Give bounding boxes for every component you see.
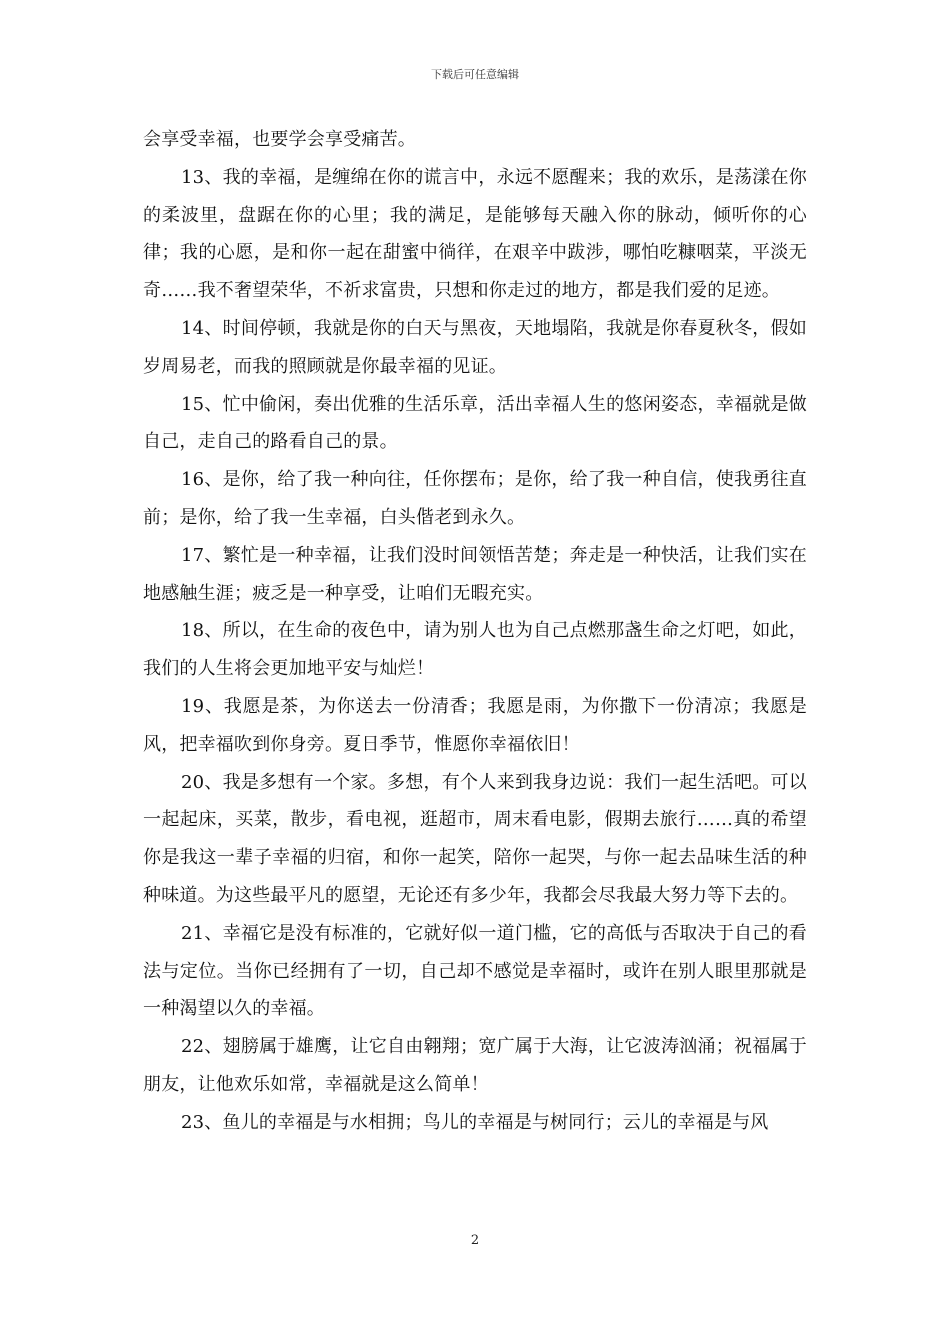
paragraph-14: 14、时间停顿，我就是你的白天与黑夜，天地塌陷，我就是你春夏秋冬，假如岁周易老，而我的照顾就是你最幸福的见证。 <box>143 317 807 377</box>
paragraph-17: 17、繁忙是一种幸福，让我们没时间领悟苦楚；奔走是一种快活，让我们实在地感触生涯；疲乏是一种享受，让咱们无暇充实。 <box>143 544 807 604</box>
paragraph-13: 13、我的幸福，是缠绵在你的谎言中，永远不愿醒来；我的欢乐，是荡漾在你的柔波里，盘踞在你的心里；我的满足，是能够每天融入你的脉动，倾听你的心律；我的心愿，是和你一起在甜蜜中徜徉，在艰辛中跋涉，哪怕吃糠咽菜，平淡无奇……我不奢望荣华，不祈求富贵，只想和你走过的地方，都是我们爱的足迹。 <box>143 166 807 302</box>
paragraph-22: 22、翅膀属于雄鹰，让它自由翱翔；宽广属于大海，让它波涛汹涌；祝福属于朋友，让他欢乐如常，幸福就是这么简单！ <box>143 1036 807 1095</box>
document-body <box>143 121 807 1142</box>
paragraph-23: 23、鱼儿的幸福是与水相拥；鸟儿的幸福是与树同行；云儿的幸福是与风 <box>181 1111 769 1133</box>
paragraph-20: 20、我是多想有一个家。多想，有个人来到我身边说：我们一起生活吧。可以一起起床，买菜，散步，看电视，逛超市，周末看电影，假期去旅行……真的希望你是我这一辈子幸福的归宿，和你一起笑，陪你一起哭，与你一起去品味生活的种种味道。为这些最平凡的愿望，无论还有多少年，我都会尽我最大努力等下去的。 <box>143 771 807 906</box>
page-number: 2 <box>470 1233 480 1248</box>
page-header: 下载后可任意编辑 <box>431 68 519 81</box>
paragraph-16: 16、是你，给了我一种向往，任你摆布；是你，给了我一种自信，使我勇往直前；是你，给了我一生幸福，白头偕老到永久。 <box>143 469 807 528</box>
paragraph-19: 19、我愿是茶，为你送去一份清香；我愿是雨，为你撒下一份清凉；我愿是风，把幸福吹到你身旁。夏日季节，惟愿你幸福依旧！ <box>143 695 807 755</box>
paragraph-continuation: 会享受幸福，也要学会享受痛苦。 <box>143 129 416 150</box>
paragraph-15: 15、忙中偷闲，奏出优雅的生活乐章，活出幸福人生的悠闲姿态，幸福就是做自己，走自己的路看自己的景。 <box>143 393 807 453</box>
paragraph-18: 18、所以，在生命的夜色中，请为别人也为自己点燃那盏生命之灯吧，如此，我们的人生将会更加地平安与灿烂！ <box>143 620 807 680</box>
paragraph-21: 21、幸福它是没有标准的，它就好似一道门槛，它的高低与否取决于自己的看法与定位。当你已经拥有了一切，自己却不感觉是幸福时，或许在别人眼里那就是一种渴望以久的幸福。 <box>143 922 807 1020</box>
